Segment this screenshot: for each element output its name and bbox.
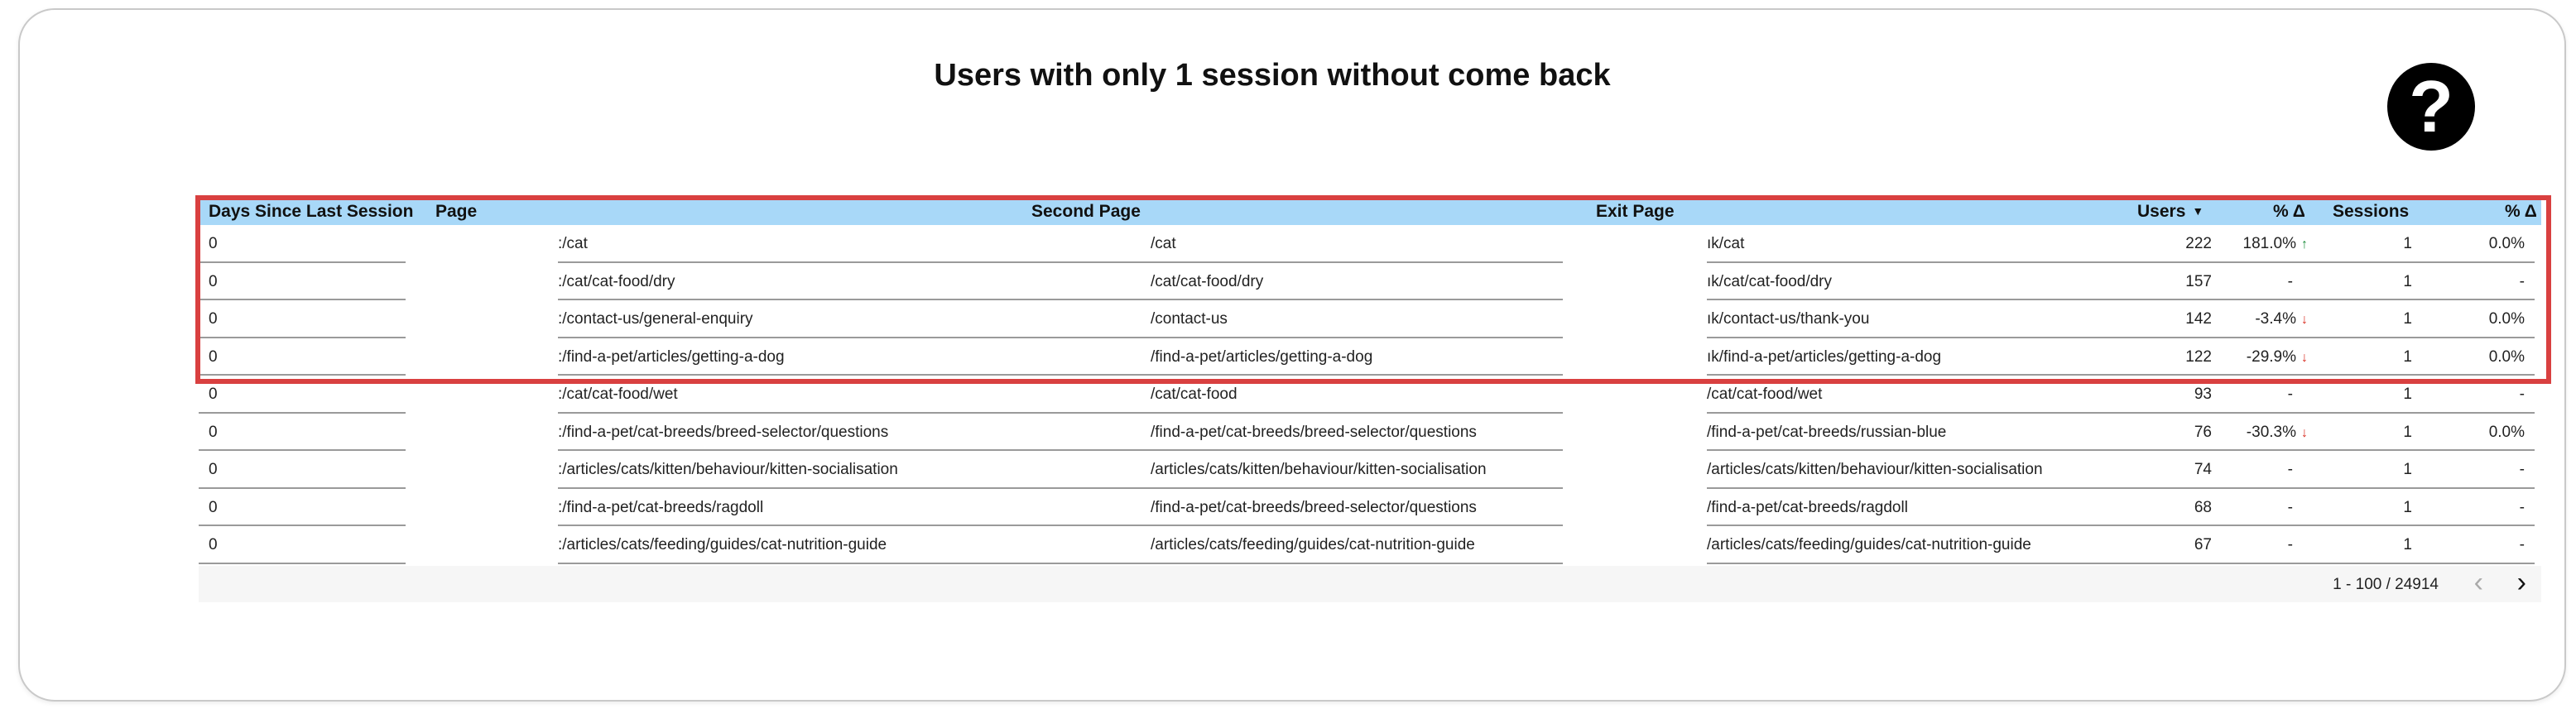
cell-page: :/cat/cat-food/dry <box>558 272 675 290</box>
cell-page: :/cat/cat-food/wet <box>558 386 678 403</box>
table-footer <box>199 566 2541 602</box>
column-header-sessions-delta[interactable]: % Δ <box>2505 202 2537 221</box>
cell-sessions: 1 <box>2403 461 2412 478</box>
sort-descending-icon: ▼ <box>2192 204 2204 218</box>
cell-sessions-delta: - <box>2519 498 2525 516</box>
cell-sessions: 1 <box>2403 498 2412 516</box>
cell-page: :/find-a-pet/articles/getting-a-dog <box>558 347 785 366</box>
row-divider <box>199 563 406 564</box>
cell-sessions-delta: 0.0% <box>2488 347 2525 366</box>
cell-page: :/articles/cats/kitten/behaviour/kitten-socialisation <box>558 461 898 478</box>
trend-down-icon: ↓ <box>2301 313 2308 327</box>
users-delta-value: -3.4% <box>2255 310 2296 328</box>
cell-page: :/contact-us/general-enquiry <box>558 310 753 328</box>
help-icon[interactable]: ? <box>2387 63 2475 151</box>
row-divider <box>558 563 1212 564</box>
table-header <box>199 199 2541 225</box>
cell-second-page: /find-a-pet/articles/getting-a-dog <box>1151 347 1373 366</box>
cell-exit-page: /find-a-pet/cat-breeds/ragdoll <box>1707 498 1908 516</box>
cell-days: 0 <box>209 536 218 553</box>
cell-days: 0 <box>209 310 218 328</box>
cell-sessions-delta: 0.0% <box>2488 423 2525 441</box>
table-body <box>199 225 2541 564</box>
cell-days: 0 <box>209 386 218 403</box>
cell-users-delta <box>2255 310 2308 328</box>
cell-exit-page: /find-a-pet/cat-breeds/russian-blue <box>1707 423 1947 441</box>
users-delta-value: 181.0% <box>2242 235 2296 252</box>
cell-exit-page: /articles/cats/kitten/behaviour/kitten-socialisation <box>1707 461 2043 478</box>
trend-down-icon: ↓ <box>2301 350 2308 365</box>
trend-down-icon: ↓ <box>2301 425 2308 440</box>
cell-users: 74 <box>2194 461 2212 478</box>
cell-users: 142 <box>2185 310 2212 328</box>
column-header-second-page[interactable]: Second Page <box>1031 202 1141 221</box>
cell-users: 68 <box>2194 498 2212 516</box>
cell-page: :/cat <box>558 235 588 252</box>
cell-exit-page: ık/find-a-pet/articles/getting-a-dog <box>1707 347 1942 366</box>
cell-sessions: 1 <box>2403 386 2412 403</box>
sessions-table <box>199 199 2541 564</box>
cell-days: 0 <box>209 461 218 478</box>
cell-page: :/find-a-pet/cat-breeds/breed-selector/questions <box>558 423 889 441</box>
previous-page-icon[interactable]: ‹ <box>2473 567 2483 598</box>
cell-second-page: /contact-us <box>1151 310 1228 328</box>
cell-users-delta: - <box>2287 498 2293 516</box>
cell-sessions-delta: - <box>2519 272 2525 290</box>
cell-users: 122 <box>2185 347 2212 366</box>
cell-users: 93 <box>2194 386 2212 403</box>
cell-page: :/find-a-pet/cat-breeds/ragdoll <box>558 498 764 516</box>
cell-exit-page: /cat/cat-food/wet <box>1707 386 1823 403</box>
column-header-sessions[interactable]: Sessions <box>2333 202 2410 221</box>
cell-page: :/articles/cats/feeding/guides/cat-nutrition-guide <box>558 536 887 553</box>
cell-days: 0 <box>209 272 218 290</box>
cell-users-delta <box>2243 235 2308 253</box>
cell-sessions-delta: 0.0% <box>2488 235 2525 252</box>
cell-sessions: 1 <box>2403 536 2412 553</box>
next-page-icon[interactable]: › <box>2516 567 2526 598</box>
cell-sessions: 1 <box>2403 272 2412 290</box>
cell-exit-page: ık/contact-us/thank-you <box>1707 310 1870 328</box>
cell-sessions-delta: - <box>2519 536 2525 553</box>
cell-exit-page: /articles/cats/feeding/guides/cat-nutrition-guide <box>1707 536 2031 553</box>
table-row[interactable] <box>199 376 2541 414</box>
cell-sessions: 1 <box>2403 423 2412 441</box>
cell-sessions: 1 <box>2403 310 2412 328</box>
cell-exit-page: ık/cat/cat-food/dry <box>1707 272 1833 290</box>
cell-days: 0 <box>209 347 218 366</box>
cell-users-delta <box>2247 348 2308 366</box>
cell-users-delta: - <box>2287 386 2293 403</box>
users-delta-value: -29.9% <box>2246 347 2296 366</box>
table-row[interactable] <box>199 414 2541 452</box>
cell-second-page: /articles/cats/feeding/guides/cat-nutrition-guide <box>1151 536 1475 553</box>
cell-days: 0 <box>209 498 218 516</box>
cell-users: 157 <box>2185 272 2212 290</box>
cell-users: 76 <box>2194 423 2212 441</box>
table-row[interactable] <box>199 300 2541 338</box>
cell-sessions-delta: 0.0% <box>2488 310 2525 328</box>
cell-users-delta: - <box>2287 461 2293 478</box>
cell-days: 0 <box>209 423 218 441</box>
column-header-days[interactable]: Days Since Last Session <box>209 202 414 221</box>
table-row[interactable] <box>199 263 2541 301</box>
cell-second-page: /find-a-pet/cat-breeds/breed-selector/questions <box>1151 498 1477 516</box>
cell-second-page: /cat/cat-food/dry <box>1151 272 1264 290</box>
users-delta-value: -30.3% <box>2246 423 2296 441</box>
row-divider <box>1707 563 2535 564</box>
cell-second-page: /find-a-pet/cat-breeds/breed-selector/questions <box>1151 423 1477 441</box>
cell-second-page: /cat <box>1151 235 1176 252</box>
column-header-users-label: Users <box>2137 202 2186 221</box>
cell-second-page: /cat/cat-food <box>1151 386 1238 403</box>
column-header-users[interactable] <box>2137 202 2204 222</box>
cell-users-delta: - <box>2287 272 2293 290</box>
trend-up-icon: ↑ <box>2301 237 2308 252</box>
cell-users-delta <box>2247 424 2308 442</box>
report-title: Users with only 1 session without come back <box>934 58 1611 93</box>
row-divider <box>1151 563 1563 564</box>
column-header-page[interactable]: Page <box>435 202 478 221</box>
table-row[interactable] <box>199 451 2541 489</box>
cell-sessions-delta: - <box>2519 386 2525 403</box>
table-row[interactable] <box>199 225 2541 263</box>
column-header-users-delta[interactable]: % Δ <box>2273 202 2305 221</box>
column-header-exit-page[interactable]: Exit Page <box>1596 202 1675 221</box>
cell-sessions: 1 <box>2403 347 2412 366</box>
cell-exit-page: ık/cat <box>1707 235 1745 252</box>
cell-second-page: /articles/cats/kitten/behaviour/kitten-socialisation <box>1151 461 1487 478</box>
cell-sessions: 1 <box>2403 235 2412 252</box>
cell-users: 222 <box>2185 235 2212 252</box>
cell-users: 67 <box>2194 536 2212 553</box>
table-row[interactable] <box>199 526 2541 564</box>
table-row[interactable] <box>199 489 2541 527</box>
cell-sessions-delta: - <box>2519 461 2525 478</box>
cell-days: 0 <box>209 235 218 252</box>
cell-users-delta: - <box>2287 536 2293 553</box>
pagination-range: 1 - 100 / 24914 <box>2333 576 2439 593</box>
table-row[interactable] <box>199 338 2541 376</box>
